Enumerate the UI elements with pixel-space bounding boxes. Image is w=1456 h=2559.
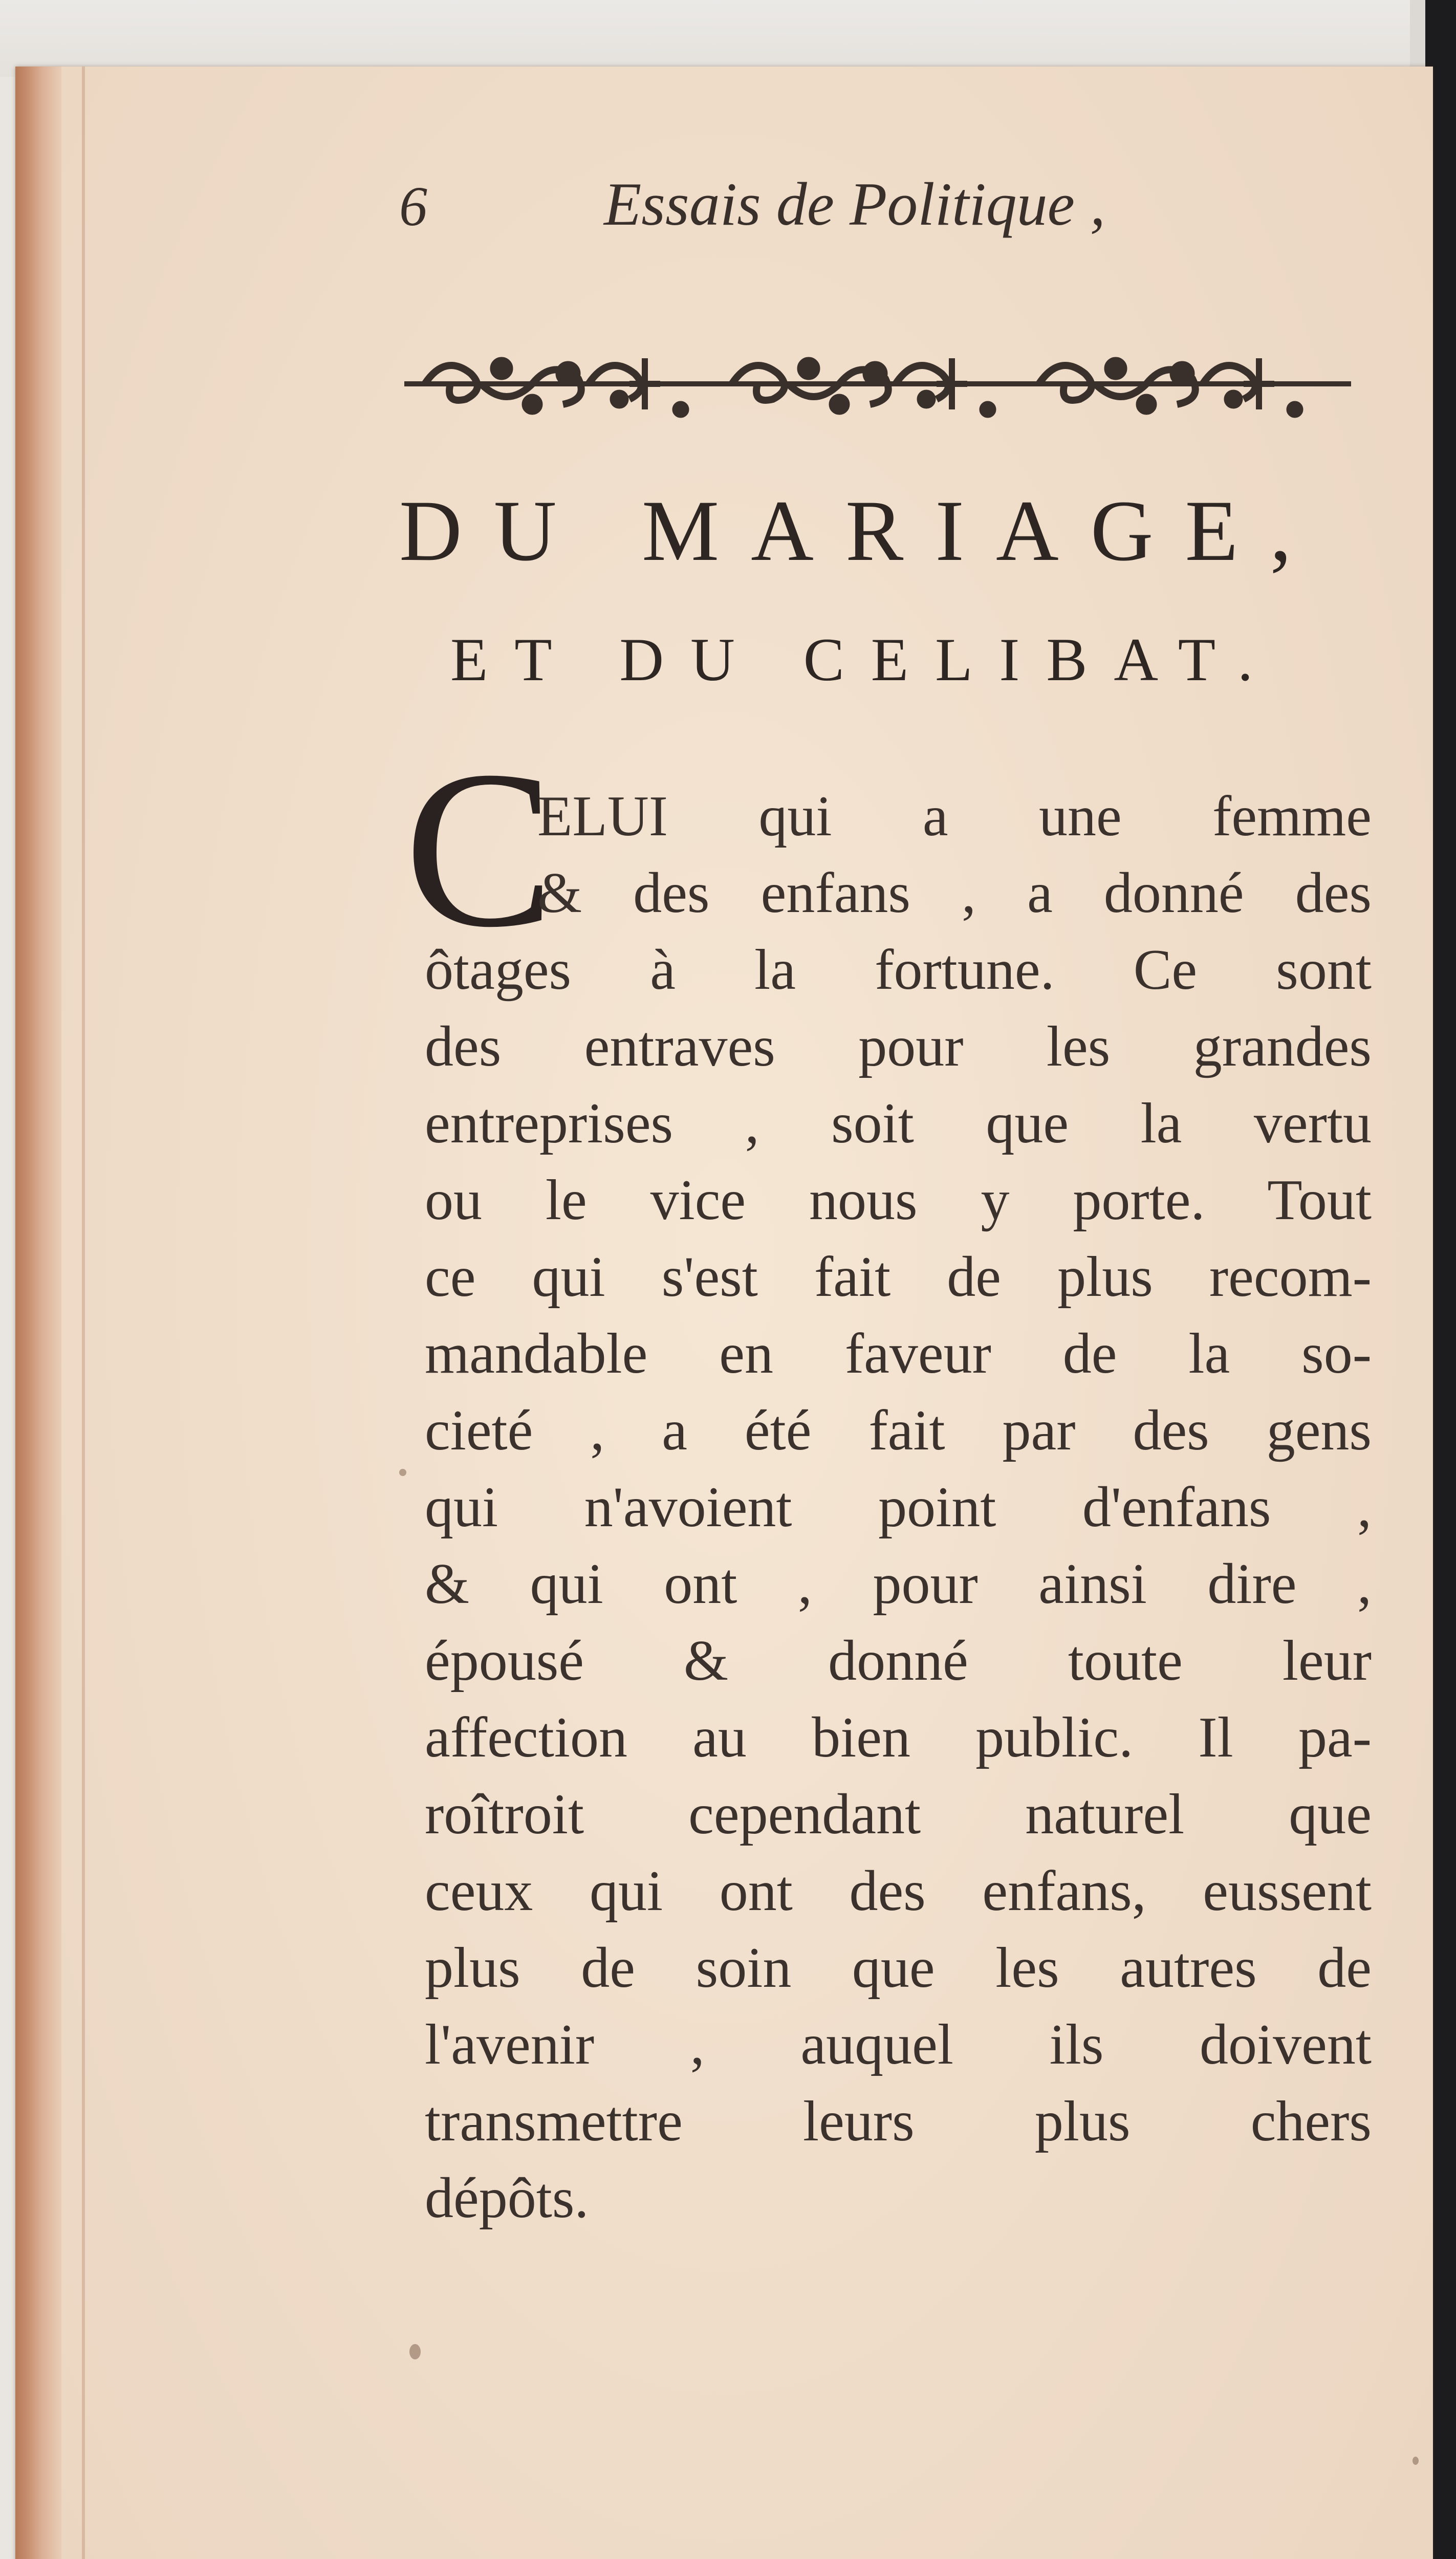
drop-cap: C — [404, 725, 555, 974]
text-line: ce qui s'est fait de plus recom- — [425, 1245, 1372, 1309]
text-line: plus de soin que les autres de — [425, 1936, 1372, 2000]
text-line: ou le vice nous y porte. Tout — [425, 1168, 1372, 1232]
text-line: qui n'avoient point d'enfans , — [425, 1476, 1372, 1539]
scan-background — [0, 0, 1456, 77]
text-line: entreprises , soit que la vertu — [425, 1092, 1372, 1155]
text-line: roîtroit cependant naturel que — [425, 1783, 1372, 1846]
page-header — [389, 154, 1361, 256]
text-line: & qui ont , pour ainsi dire , — [425, 1552, 1372, 1616]
text-line: mandable en faveur de la so- — [425, 1322, 1372, 1385]
chapter-title: DU MARIAGE, — [399, 483, 1323, 579]
text-line: dépôts. — [425, 2166, 589, 2230]
chapter-subtitle: ET DU CELIBAT. — [450, 625, 1280, 693]
text-line: transmettre leurs plus chers — [425, 2090, 1372, 2153]
page-number: 6 — [399, 175, 427, 237]
text-line: ELUI qui a une femme — [537, 785, 1372, 848]
paper-speck — [399, 1469, 406, 1476]
page-fold-line — [82, 67, 85, 2559]
text-line: & des enfans , a donné des — [537, 861, 1372, 925]
text-line: affection au bien public. Il pa- — [425, 1706, 1372, 1769]
text-line: des entraves pour les grandes — [425, 1015, 1372, 1078]
text-line: cieté , a été fait par des gens — [425, 1399, 1372, 1462]
text-line: épousé & donné toute leur — [425, 1629, 1372, 1693]
paper-speck — [409, 2344, 421, 2359]
floral-ornament-icon — [404, 338, 1351, 456]
text-line: ôtages à la fortune. Ce sont — [425, 938, 1372, 1002]
running-title: Essais de Politique , — [604, 170, 1105, 238]
paper-speck — [1412, 2457, 1419, 2465]
text-line: ceux qui ont des enfans, eussent — [425, 1859, 1372, 1923]
text-line: l'avenir , auquel ils doivent — [425, 2013, 1372, 2076]
page-edge — [15, 67, 61, 2559]
